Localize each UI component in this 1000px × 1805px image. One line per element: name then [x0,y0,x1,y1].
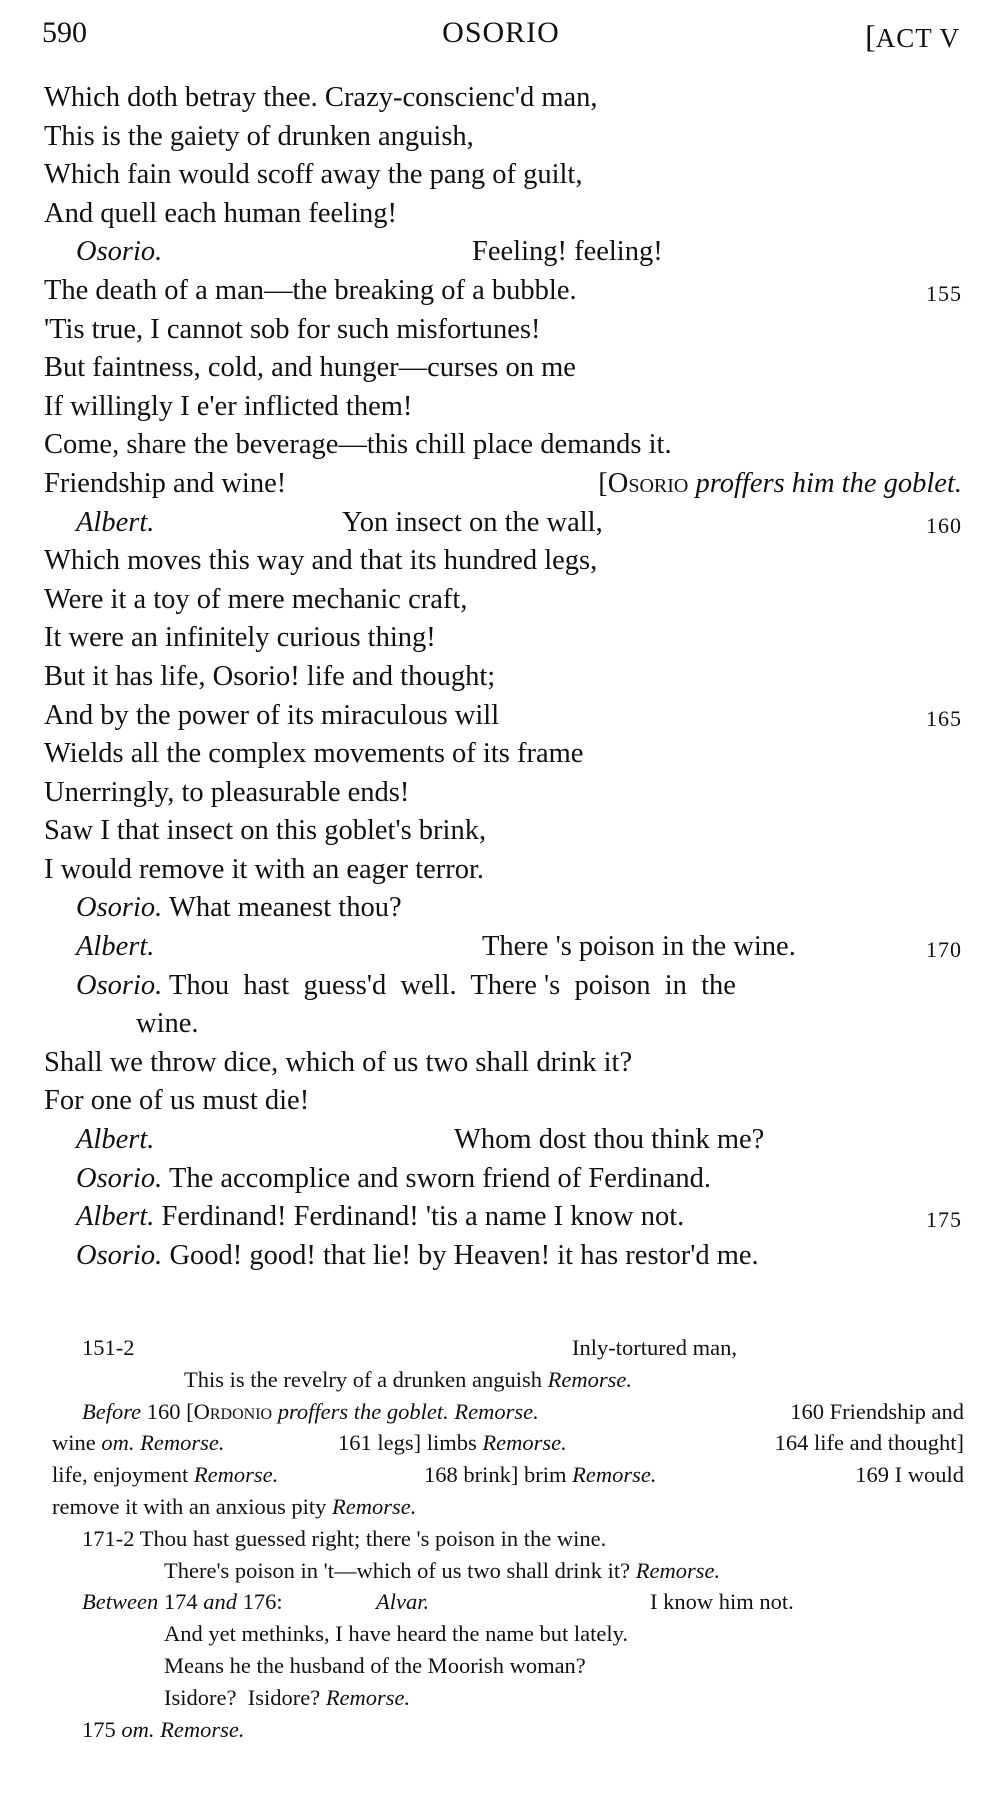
note-label: Between [82,1589,159,1615]
note-source: Remorse. [572,1462,657,1488]
speaker-name: Albert. [76,931,155,963]
line-text: Whom dost thou think me? [454,1124,765,1156]
running-title: OSORIO [442,16,560,49]
line-text: The accomplice and sworn friend of Ferdinand. [168,1162,712,1194]
note-source: Remorse. [635,1557,721,1583]
line-text: Which doth betray thee. Crazy-conscienc'd man, [44,82,598,113]
verse-line [44,465,964,504]
line-text: wine. [136,1008,199,1040]
note-text: This is the revelry of a drunken anguish [184,1366,543,1392]
note-speaker: Alvar. [376,1589,430,1615]
line-number: 170 [926,937,962,963]
verse-line [44,426,964,465]
verse-line [44,581,964,620]
stage-direction-name: [Osorio [598,467,689,499]
line-text: Ferdinand! Ferdinand! 'tis a name I know not. [161,1201,685,1233]
note-text: life, enjoyment [52,1462,189,1488]
verse-line [44,1198,964,1237]
note-source: Remorse. [547,1366,633,1392]
line-number: 165 [926,705,962,731]
verse-line [44,118,964,157]
note-label: om. [121,1716,155,1742]
footnote-line [52,1396,964,1428]
note-source: Remorse. [454,1398,539,1424]
note-text: 169 I would [855,1462,964,1488]
note-source: Remorse. [482,1430,567,1456]
act-text: ACT V [875,23,960,53]
note-text-italic: proffers the goblet. [277,1398,449,1424]
note-text: wine [52,1430,96,1456]
verse-line [44,1160,964,1199]
note-text: 168 brink] brim [424,1462,567,1488]
line-text: It were an infinitely curious thing! [44,622,436,654]
note-source: Remorse. [160,1716,245,1742]
line-text: Were it a toy of mere mechanic craft, [44,583,468,615]
verse-line [44,1237,964,1276]
bracket-glyph: [ [865,18,876,54]
note-source: Remorse. [140,1430,225,1456]
verse-line [44,658,964,697]
verse-line [44,812,964,851]
verse-line [44,619,964,658]
footnote-line [52,1427,964,1459]
note-text: 161 legs] limbs [338,1430,477,1456]
verse-line [44,79,964,118]
line-text: But it has life, Osorio! life and thought; [44,660,496,692]
speaker-name: Albert. [76,1124,155,1156]
verse-line [44,272,964,311]
line-text: 'Tis true, I cannot sob for such misfortunes! [44,313,541,345]
footnote-line [52,1364,964,1396]
line-text: Thou hast guess'd well. There 's poison in the [168,969,736,1001]
verse-line [44,735,964,774]
line-text: Friendship and wine! [44,467,287,499]
note-text: Means he the husband of the Moorish woman? [164,1652,586,1678]
note-text: remove it with an anxious pity [52,1493,327,1519]
note-label: om. [101,1430,135,1456]
page-header [42,10,960,54]
line-text: And by the power of its miraculous will [44,699,500,731]
verse-line [44,311,964,350]
note-source: Remorse. [331,1493,417,1519]
note-label: and [203,1589,237,1615]
note-text: 171-2 Thou hast guessed right; there 's poison in the wine. [82,1525,607,1551]
verse-line [44,388,964,427]
note-text: Inly-tortured man, [572,1335,737,1360]
line-text: Wields all the complex movements of its frame [44,738,584,770]
footnote-line [52,1332,964,1364]
verse-line [44,1082,964,1121]
line-text: Which fain would scoff away the pang of guilt, [44,159,583,191]
stage-direction [598,465,962,504]
line-text: I would remove it with an eager terror. [44,853,485,885]
line-text: What meanest thou? [168,892,402,924]
note-text: I know him not. [650,1589,794,1615]
line-text: Shall we throw dice, which of us two shall drink it? [44,1046,633,1078]
verse-line [44,697,964,736]
footnote-line [52,1459,964,1491]
verse-line [44,928,964,967]
line-text: Good! good! that lie! by Heaven! it has restor'd me. [169,1239,759,1271]
speaker-name: Albert. [76,506,155,538]
note-text: 160 Friendship and [790,1398,964,1424]
note-text: 176: [242,1589,283,1615]
speaker-name: Osorio. [76,892,163,924]
speaker-name: Osorio. [76,236,163,268]
line-text: But faintness, cold, and hunger—curses on me [44,352,576,384]
note-text: 164 life and thought] [774,1430,964,1456]
note-source: Remorse. [325,1684,411,1710]
verse-line [44,195,964,234]
line-text: Saw I that insect on this goblet's brink, [44,815,487,847]
line-text: And quell each human feeling! [44,197,397,229]
speaker-name: Osorio. [76,969,163,1001]
note-text: 160 [ [146,1398,194,1424]
line-text: The death of a man—the breaking of a bubble. [44,274,577,306]
verse-line [44,504,964,543]
verse-line [44,1005,964,1044]
footnote-line [52,1555,964,1587]
stage-direction-text: proffers him the goblet. [695,467,962,499]
line-text: Which moves this way and that its hundred legs, [44,545,598,577]
note-label: Before [82,1398,142,1424]
page-number: 590 [42,16,87,49]
verse-line [44,889,964,928]
verse-line [44,1121,964,1160]
footnote-line [52,1682,964,1714]
footnote-line [52,1586,964,1618]
note-name: Ordonio [193,1398,273,1424]
verse-line [44,1044,964,1083]
verse-line [44,542,964,581]
footnote-line [52,1714,964,1746]
note-reference: 151-2 [82,1335,135,1360]
footnote-line [52,1650,964,1682]
note-text: 174 [163,1589,198,1615]
line-number: 155 [926,280,962,306]
verse-line [44,851,964,890]
note-text: Isidore? Isidore? [164,1684,321,1710]
speaker-name: Albert. [76,1201,155,1233]
footnote-line [52,1618,964,1650]
verse-line [44,349,964,388]
line-text: Unerringly, to pleasurable ends! [44,776,410,808]
line-text: Feeling! feeling! [472,236,663,268]
verse-line [44,156,964,195]
line-text: Yon insect on the wall, [342,506,603,538]
note-text: And yet methinks, I have heard the name but lately. [164,1621,629,1647]
line-text: This is the gaiety of drunken anguish, [44,120,474,152]
note-text: There's poison in 't—which of us two shall drink it? [164,1557,631,1583]
footnote-line [52,1491,964,1523]
line-number: 175 [926,1207,962,1233]
speaker-name: Osorio. [76,1239,163,1271]
note-source: Remorse. [193,1462,279,1488]
verse-text [44,79,964,1275]
line-number: 160 [926,512,962,538]
speaker-name: Osorio. [76,1162,163,1194]
footnote-line [52,1523,964,1555]
verse-line [44,967,964,1006]
verse-line [44,233,964,272]
line-text: For one of us must die! [44,1085,310,1117]
note-text: 175 [82,1716,116,1742]
line-text: There 's poison in the wine. [482,931,796,963]
line-text: Come, share the beverage—this chill place demands it. [44,429,672,461]
footnotes [52,1332,964,1745]
act-label [865,18,960,55]
line-text: If willingly I e'er inflicted them! [44,390,413,422]
verse-line [44,774,964,813]
